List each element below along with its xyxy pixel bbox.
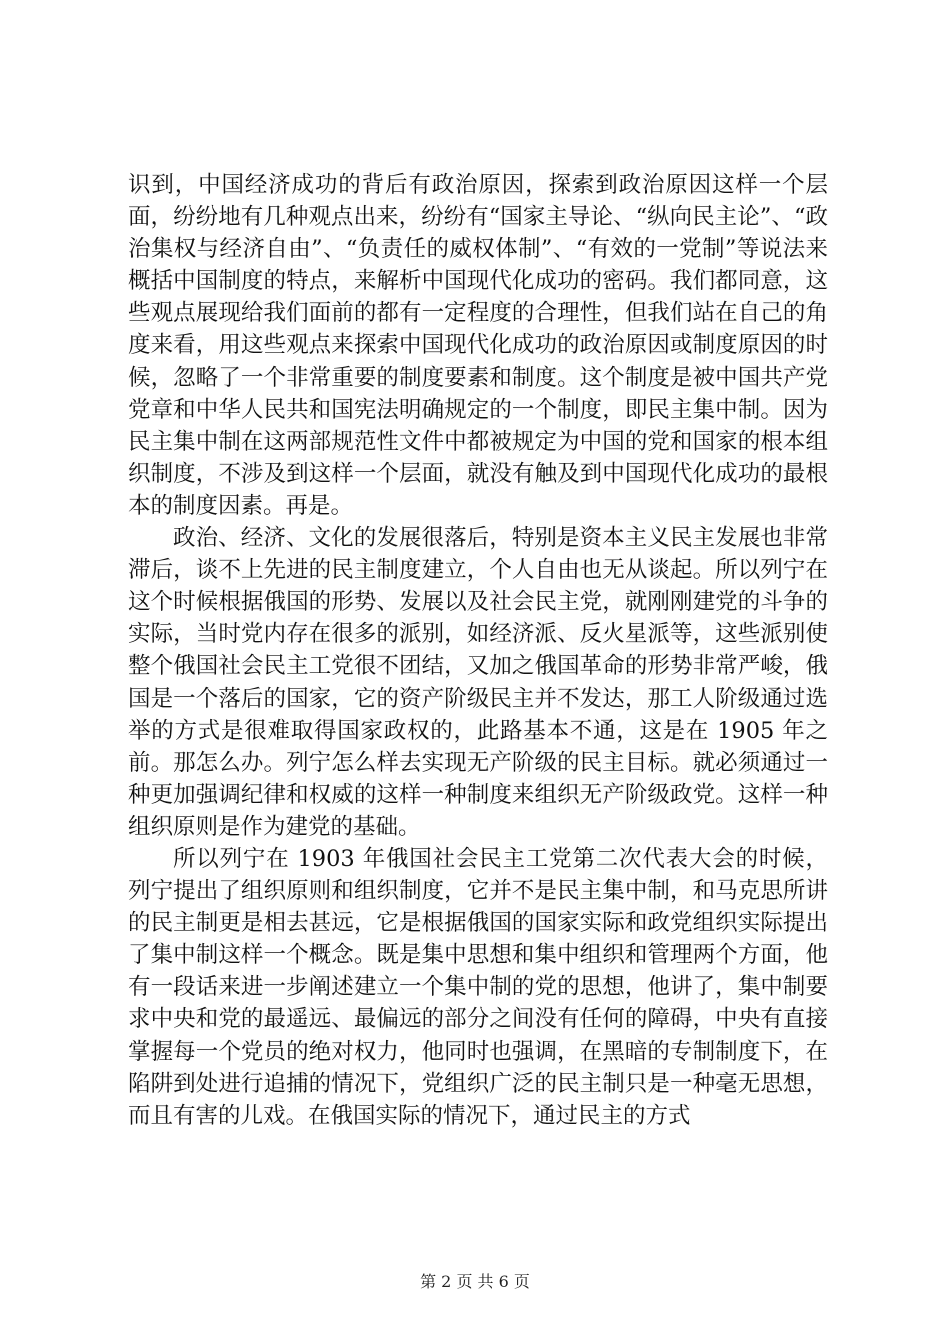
paragraph-3: 所以列宁在 1903 年俄国社会民主工党第二次代表大会的时候，列宁提出了组织原则和组织制度，它并不是民主集中制，和马克思所讲的民主制更是相去甚远，它是根据俄国的国家实际和政党组织实际提出了集中制这样一个概念。既是集中思想和集中组织和管理两个方面，他有一段话来进一步阐述建立一个集中制的党的思想，他讲了，集中制要求中央和党的最遥远、最偏远的部分之间没有任何的障碍，中央有直接掌握每一个党员的绝对权力，他同时也强调，在黑暗的专制制度下，在陷阱到处进行追捕的情况下，党组织广泛的民主制只是一种毫无思想，而且有害的儿戏。在俄国实际的情况下，通过民主的方式 [128,845,828,1129]
paragraph-1: 识到，中国经济成功的背后有政治原因，探索到政治原因这样一个层面，纷纷地有几种观点出来，纷纷有“国家主导论、“纵向民主论”、“政治集权与经济自由”、“负责任的威权体制”、“有效的一党制”等说法来概括中国制度的特点，来解析中国现代化成功的密码。我们都同意，这些观点展现给我们面前的都有一定程度的合理性，但我们站在自己的角度来看，用这些观点来探索中国现代化成功的政治原因或制度原因的时候，忽略了一个非常重要的制度要素和制度。这个制度是被中国共产党党章和中华人民共和国宪法明确规定的一个制度，即民主集中制。因为民主集中制在这两部规范性文件中都被规定为中国的党和国家的根本组织制度，不涉及到这样一个层面，就没有触及到中国现代化成功的最根本的制度因素。再是。 [128,172,828,519]
document-body [128,169,828,1132]
paragraph-2: 政治、经济、文化的发展很落后，特别是资本主义民主发展也非常滞后，谈不上先进的民主制度建立，个人自由也无从谈起。所以列宁在这个时候根据俄国的形势、发展以及社会民主党，就刚刚建党的斗争的实际，当时党内存在很多的派别，如经济派、反火星派等，这些派别使整个俄国社会民主工党很不团结，又加之俄国革命的形势非常严峻，俄国是一个落后的国家，它的资产阶级民主并不发达，那工人阶级通过选举的方式是很难取得国家政权的，此路基本不通，这是在 1905 年之前。那怎么办。列宁怎么样去实现无产阶级的民主目标。就必须通过一种更加强调纪律和权威的这样一种制度来组织无产阶级政党。这样一种组织原则是作为建党的基础。 [128,525,828,840]
page-number-footer: 第 2 页 共 6 页 [420,1272,530,1291]
